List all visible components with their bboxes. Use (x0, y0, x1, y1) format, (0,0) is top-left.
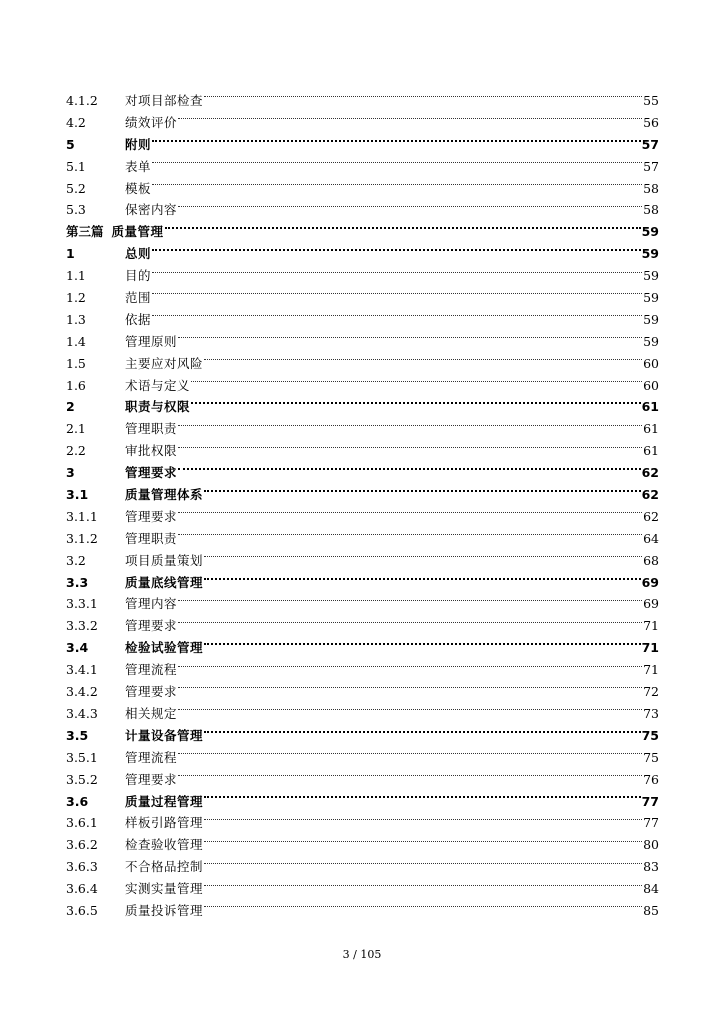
toc-page-number: 59 (643, 268, 659, 284)
toc-section-title: 保密内容 (125, 202, 178, 218)
toc-section-title: 主要应对风险 (125, 355, 204, 371)
toc-entry[interactable] (66, 396, 659, 418)
toc-entry[interactable] (66, 221, 659, 243)
toc-section-title: 管理要求 (125, 508, 178, 524)
toc-section-number: 3.6.4 (66, 881, 98, 897)
toc-page-number: 60 (643, 355, 659, 371)
toc-section-number: 2.2 (66, 443, 86, 459)
toc-section-title: 管理流程 (125, 749, 178, 765)
toc-section-number: 3.5.2 (66, 771, 98, 787)
toc-entry[interactable] (66, 725, 659, 747)
toc-dot-leader (178, 206, 642, 207)
toc-dot-leader (204, 643, 641, 645)
toc-section-title: 模板 (125, 180, 152, 196)
toc-dot-leader (178, 600, 642, 601)
toc-section-number: 1.5 (66, 355, 86, 371)
toc-section-title: 管理要求 (125, 618, 178, 634)
toc-section-title: 术语与定义 (125, 377, 191, 393)
toc-page-number: 80 (643, 837, 659, 853)
toc-section-title: 总则 (125, 246, 152, 262)
toc-section-number: 3.6.3 (66, 859, 98, 875)
toc-section-number: 2.1 (66, 421, 86, 437)
toc-page-number: 72 (643, 684, 659, 700)
toc-section-number: 3.3 (66, 574, 89, 590)
toc-section-title: 质量投诉管理 (125, 902, 204, 918)
toc-section-number: 3.5.1 (66, 749, 98, 765)
toc-dot-leader (165, 227, 641, 229)
toc-page-number: 84 (643, 881, 659, 897)
toc-section-number: 1.4 (66, 333, 86, 349)
toc-section-title: 计量设备管理 (125, 727, 204, 743)
toc-entry[interactable] (66, 199, 659, 221)
toc-section-number: 3.3.1 (66, 596, 98, 612)
toc-dot-leader (178, 337, 642, 338)
toc-page-number: 83 (643, 859, 659, 875)
toc-page-number: 59 (643, 311, 659, 327)
toc-dot-leader (178, 709, 642, 710)
toc-section-title: 项目质量策划 (125, 552, 204, 568)
toc-section-title: 质量过程管理 (125, 793, 204, 809)
toc-page-number: 58 (643, 180, 659, 196)
toc-page-number: 59 (641, 224, 659, 240)
toc-section-title: 检验试验管理 (125, 640, 204, 656)
toc-page-number: 56 (643, 114, 659, 130)
toc-dot-leader (204, 863, 642, 864)
toc-section-title: 管理内容 (125, 596, 178, 612)
toc-section-number: 1 (66, 246, 75, 262)
toc-page-number: 77 (643, 815, 659, 831)
toc-page-number: 71 (643, 662, 659, 678)
toc-entry[interactable] (66, 353, 659, 375)
toc-dot-leader (152, 315, 642, 316)
toc-entry[interactable] (66, 418, 659, 440)
toc-section-number: 4.1.2 (66, 93, 98, 108)
toc-entry[interactable] (66, 812, 659, 834)
toc-entry[interactable] (66, 112, 659, 134)
toc-page-number: 71 (641, 640, 659, 656)
toc-section-title: 绩效评价 (125, 114, 178, 130)
toc-dot-leader (152, 140, 641, 142)
toc-dot-leader (152, 184, 642, 185)
toc-entry[interactable] (66, 659, 659, 681)
toc-entry[interactable] (66, 703, 659, 725)
toc-dot-leader (178, 512, 642, 513)
toc-page-number: 69 (641, 574, 659, 590)
toc-page-number: 76 (643, 771, 659, 787)
toc-dot-leader (191, 381, 642, 382)
toc-page-number: 57 (641, 136, 659, 152)
toc-section-title: 管理职责 (125, 530, 178, 546)
toc-page-number: 57 (643, 158, 659, 174)
toc-entry[interactable] (66, 791, 659, 813)
toc-section-number: 3.4 (66, 640, 89, 656)
toc-page-number: 55 (643, 93, 659, 108)
page-number-footer: 3 / 105 (342, 948, 382, 961)
toc-entry[interactable] (66, 287, 659, 309)
toc-section-number: 5.3 (66, 202, 86, 218)
toc-dot-leader (191, 402, 641, 404)
toc-dot-leader (178, 666, 642, 667)
toc-section-title: 管理要求 (125, 684, 178, 700)
toc-section-number: 1.2 (66, 290, 86, 306)
toc-entry[interactable] (66, 769, 659, 791)
toc-section-number: 3.4.1 (66, 662, 98, 678)
toc-section-title: 附则 (125, 136, 152, 152)
toc-entry[interactable] (66, 593, 659, 615)
toc-dot-leader (178, 687, 642, 688)
toc-dot-leader (204, 841, 642, 842)
toc-section-number: 第三篇 (66, 224, 104, 240)
toc-section-title: 质量管理体系 (125, 487, 204, 503)
toc-page-number: 61 (643, 443, 659, 459)
toc-dot-leader (204, 578, 641, 580)
toc-section-title: 表单 (125, 158, 152, 174)
toc-section-number: 1.6 (66, 377, 86, 393)
toc-page-number: 64 (643, 530, 659, 546)
toc-section-title: 不合格品控制 (125, 859, 204, 875)
toc-entry[interactable] (66, 528, 659, 550)
toc-section-title: 相关规定 (125, 705, 178, 721)
toc-section-title: 质量底线管理 (125, 574, 204, 590)
toc-entry[interactable] (66, 878, 659, 900)
toc-page-number: 59 (641, 246, 659, 262)
toc-page-number: 61 (643, 421, 659, 437)
toc-page-number: 71 (643, 618, 659, 634)
toc-dot-leader (152, 293, 642, 294)
toc-section-title: 管理原则 (125, 333, 178, 349)
toc-entry[interactable] (66, 681, 659, 703)
toc-entry[interactable] (66, 834, 659, 856)
toc-entry[interactable] (66, 440, 659, 462)
toc-entry[interactable] (66, 90, 659, 112)
toc-section-number: 3.1 (66, 487, 89, 503)
toc-section-number: 5.1 (66, 158, 86, 174)
toc-section-number: 3.6.1 (66, 815, 98, 831)
toc-section-title: 目的 (125, 268, 152, 284)
toc-page-number: 62 (643, 508, 659, 524)
toc-dot-leader (178, 447, 642, 448)
toc-page-number: 68 (643, 552, 659, 568)
toc-dot-leader (204, 819, 642, 820)
toc-dot-leader (178, 425, 642, 426)
toc-dot-leader (178, 534, 642, 535)
toc-page-number: 75 (641, 727, 659, 743)
toc-page-number: 62 (641, 487, 659, 503)
toc-page-number: 69 (643, 596, 659, 612)
toc-page-number: 75 (643, 749, 659, 765)
toc-section-number: 1.1 (66, 268, 86, 284)
toc-entry[interactable] (66, 484, 659, 506)
toc-dot-leader (178, 753, 642, 754)
toc-dot-leader (178, 775, 642, 776)
toc-entry[interactable] (66, 615, 659, 637)
toc-page-number: 77 (641, 793, 659, 809)
toc-section-number: 3.6.5 (66, 902, 98, 918)
toc-entry[interactable] (66, 331, 659, 353)
toc-entry[interactable] (66, 265, 659, 287)
toc-entry[interactable] (66, 637, 659, 659)
toc-section-number: 3.2 (66, 552, 86, 568)
toc-section-title: 管理流程 (125, 662, 178, 678)
toc-section-number: 3.6 (66, 793, 89, 809)
toc-entry[interactable] (66, 178, 659, 200)
toc-dot-leader (204, 359, 642, 360)
toc-section-number: 3.3.2 (66, 618, 98, 634)
toc-section-title: 样板引路管理 (125, 815, 204, 831)
toc-entry[interactable] (66, 572, 659, 594)
toc-dot-leader (204, 96, 642, 97)
toc-section-title: 实测实量管理 (125, 881, 204, 897)
toc-entry[interactable] (66, 900, 659, 922)
toc-section-number: 3.4.2 (66, 684, 98, 700)
toc-entry[interactable] (66, 747, 659, 769)
toc-section-number: 3.6.2 (66, 837, 98, 853)
toc-section-number: 5 (66, 136, 75, 152)
toc-section-title: 质量管理 (111, 224, 164, 240)
toc-section-title: 对项目部检查 (125, 93, 204, 108)
toc-entry[interactable] (66, 375, 659, 397)
toc-page-number: 60 (643, 377, 659, 393)
toc-dot-leader (152, 272, 642, 273)
toc-entry[interactable] (66, 550, 659, 572)
toc-entry[interactable] (66, 856, 659, 878)
toc-section-number: 2 (66, 399, 75, 415)
toc-page-number: 73 (643, 705, 659, 721)
toc-dot-leader (204, 731, 641, 733)
toc-section-number: 3.1.2 (66, 530, 98, 546)
toc-section-title: 职责与权限 (125, 399, 191, 415)
toc-entry[interactable] (66, 243, 659, 265)
toc-section-title: 管理要求 (125, 771, 178, 787)
toc-section-number: 3.1.1 (66, 508, 98, 524)
toc-dot-leader (152, 249, 641, 251)
toc-dot-leader (204, 885, 642, 886)
toc-page-number: 85 (643, 902, 659, 918)
table-of-contents (66, 90, 659, 922)
toc-page-number: 59 (643, 333, 659, 349)
toc-page-number: 58 (643, 202, 659, 218)
toc-section-number: 3.5 (66, 727, 89, 743)
toc-dot-leader (178, 468, 641, 470)
toc-entry[interactable] (66, 506, 659, 528)
toc-section-title: 审批权限 (125, 443, 178, 459)
toc-entry[interactable] (66, 309, 659, 331)
toc-section-title: 检查验收管理 (125, 837, 204, 853)
toc-dot-leader (178, 622, 642, 623)
toc-dot-leader (152, 162, 642, 163)
toc-page-number: 59 (643, 290, 659, 306)
toc-entry[interactable] (66, 156, 659, 178)
toc-section-number: 5.2 (66, 180, 86, 196)
toc-section-title: 依据 (125, 311, 152, 327)
toc-section-number: 3.4.3 (66, 705, 98, 721)
toc-section-number: 3 (66, 465, 75, 481)
toc-page-number: 62 (641, 465, 659, 481)
toc-dot-leader (204, 796, 641, 798)
toc-section-title: 管理职责 (125, 421, 178, 437)
toc-dot-leader (178, 118, 642, 119)
toc-page-number: 61 (641, 399, 659, 415)
toc-dot-leader (204, 556, 642, 557)
toc-entry[interactable] (66, 134, 659, 156)
toc-dot-leader (204, 490, 641, 492)
toc-section-number: 1.3 (66, 311, 86, 327)
toc-section-title: 管理要求 (125, 465, 178, 481)
toc-section-title: 范围 (125, 290, 152, 306)
toc-dot-leader (204, 906, 642, 907)
toc-section-number: 4.2 (66, 114, 86, 130)
toc-entry[interactable] (66, 462, 659, 484)
